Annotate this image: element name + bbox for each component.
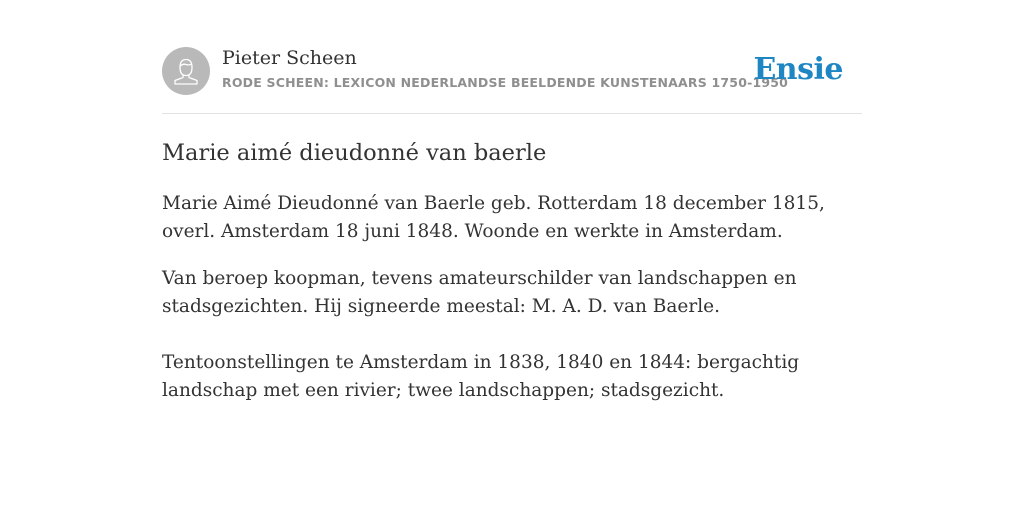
article-paragraph-2: Van beroep koopman, tevens amateurschilder van landschappen en stadsgezichten. Hij signeerde meestal: M. A. D. van Baerle.	[162, 268, 797, 317]
article-paragraph-1: Marie Aimé Dieudonné van Baerle geb. Rotterdam 18 december 1815, overl. Amsterdam 18 juni 1848. Woonde en werkte in Amsterdam.	[162, 193, 825, 242]
user-icon	[162, 47, 210, 95]
article-title: Marie aimé dieudonné van baerle	[162, 140, 547, 166]
author-name[interactable]: Pieter Scheen	[222, 47, 357, 69]
ensie-logo[interactable]: Ensie	[753, 52, 843, 87]
header-divider	[162, 113, 862, 114]
article-header	[162, 46, 862, 96]
author-avatar[interactable]	[162, 47, 210, 95]
article-card	[162, 0, 862, 512]
source-title[interactable]: RODE SCHEEN: LEXICON NEDERLANDSE BEELDENDE KUNSTENAARS 1750-1950	[222, 75, 789, 90]
article-paragraph-3: Tentoonstellingen te Amsterdam in 1838, 1840 en 1844: bergachtig landschap met een rivier; twee landschappen; stadsgezicht.	[162, 352, 800, 401]
